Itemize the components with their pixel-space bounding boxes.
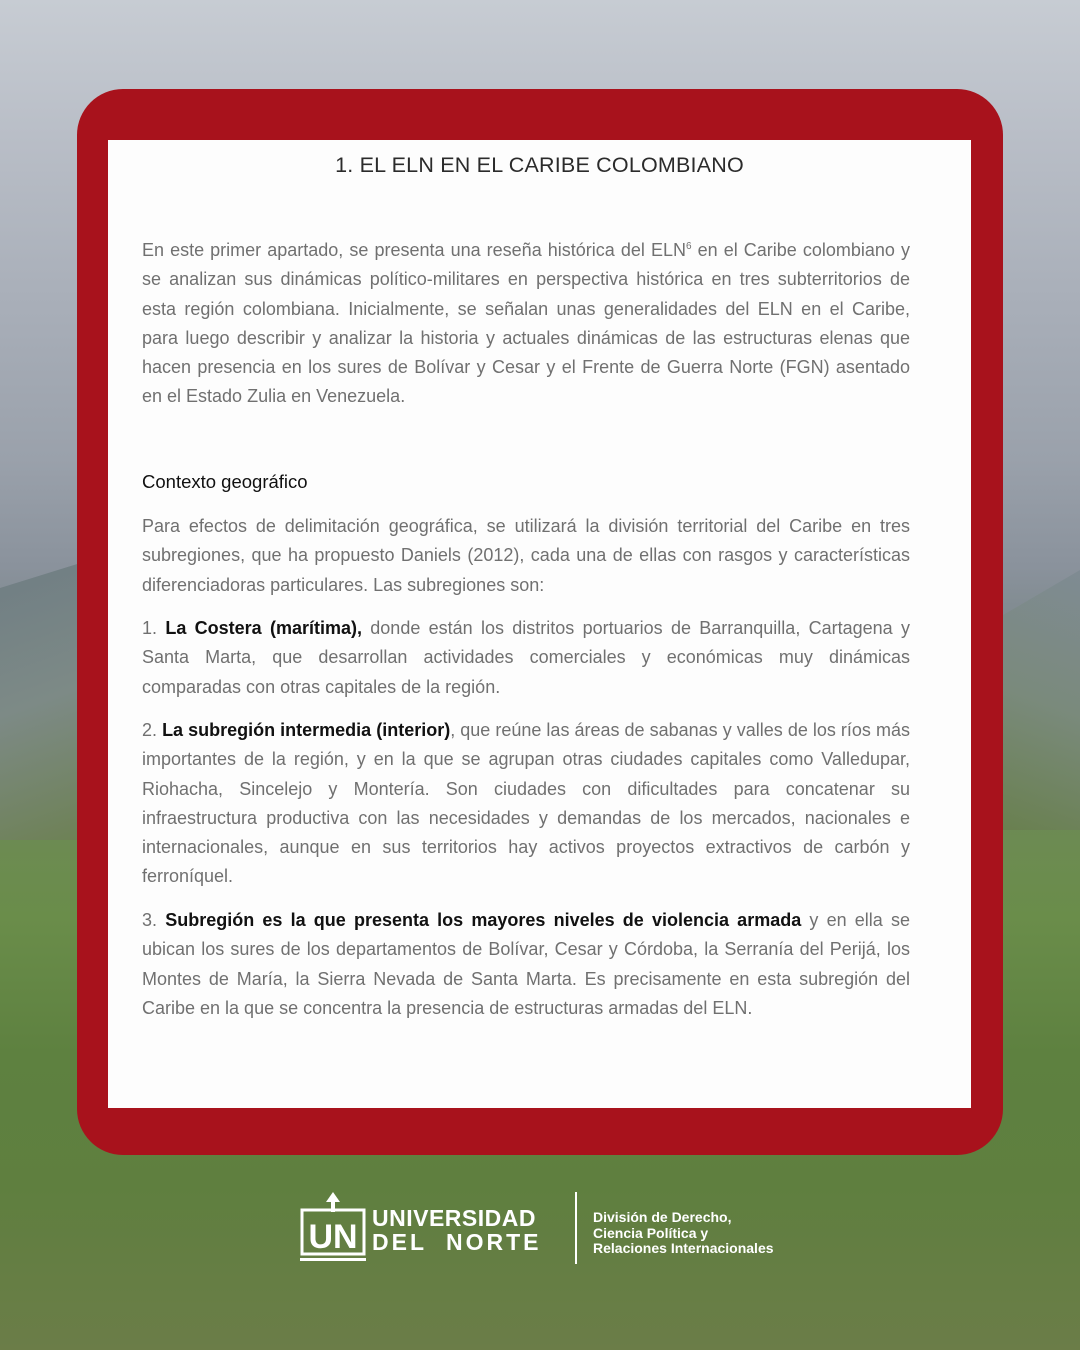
list-item-number: 3. [142, 910, 158, 930]
footer-branding [300, 1190, 800, 1264]
intro-paragraph [142, 236, 910, 412]
division-line3: Relaciones Internacionales [593, 1240, 774, 1256]
university-name-line1: UNIVERSIDAD [372, 1205, 536, 1231]
logo-monogram: UN [308, 1218, 358, 1256]
list-item-intermedia [142, 716, 910, 892]
list-item-text: y en ella se ubican los sures de los departamentos de Bolívar, Cesar y Córdoba, la Serranía del Perijá, los Montes de María, la Sierra Nevada de Santa Marta. Es precisamente en esta subregión del Caribe en la que se concentra la presencia de estructuras armadas del ELN. [142, 910, 910, 1018]
intro-text-start: En este primer apartado, se presenta una reseña histórica del ELN [142, 240, 686, 260]
university-name [372, 1206, 541, 1254]
division-line2: Ciencia Política y [593, 1224, 709, 1241]
list-item-text: , que reúne las áreas de sabanas y valles de los ríos más importantes de la región, y en la que se agrupan otras ciudades capitales como Valledupar, Riohacha, Sincelejo y Montería. Son ciudades con dificultades para concatenar su infraestructura productiva con las necesidades y demandas de los mercados, nacionales e internacionales, aunque en sus territorios hay activos proyectos extractivos de carbón y ferroníquel. [142, 720, 910, 887]
document-title: 1. EL ELN EN EL CARIBE COLOMBIANO [335, 153, 744, 177]
list-item-title: La subregión intermedia (interior) [162, 720, 451, 740]
document-page [108, 140, 971, 1108]
footer-divider [575, 1192, 577, 1264]
section-heading: Contexto geográfico [142, 471, 308, 492]
list-item-number: 1. [142, 618, 158, 638]
university-logo-icon [300, 1190, 366, 1264]
list-item-number: 2. [142, 720, 158, 740]
red-frame-card [77, 89, 1003, 1155]
division-name [593, 1210, 774, 1257]
footnote-reference: 6 [685, 241, 692, 252]
division-line1: División de Derecho, [593, 1209, 732, 1225]
list-item-title: La Costera (marítima), [165, 618, 362, 638]
list-item-text: donde están los distritos portuarios de Barranquilla, Cartagena y Santa Marta, que desarrollan actividades comerciales y económicas muy dinámicas comparadas con otras capitales de la región. [142, 618, 910, 697]
list-item-costera [142, 614, 910, 702]
context-paragraph: Para efectos de delimitación geográfica, se utilizará la división territorial del Caribe en tres subregiones, que ha propuesto Daniels (2012), cada una de ellas con rasgos y características diferenciadoras particulares. Las subregiones son: [142, 516, 910, 595]
list-item-title: Subregión es la que presenta los mayores niveles de violencia armada [165, 910, 802, 930]
list-item-violencia [142, 906, 910, 1023]
intro-text-end: en el Caribe colombiano y se analizan sus dinámicas político-militares en perspectiva histórica en tres subterritorios de esta región colombiana. Inicialmente, se señalan unas generalidades del ELN en el Caribe, para luego describir y analizar la historia y actuales dinámicas de las estructuras elenas que hacen presencia en los sures de Bolívar y Cesar y el Frente de Guerra Norte (FGN) asentado en el Estado Zulia en Venezuela. [142, 240, 910, 407]
university-name-line2: DEL NORTE [372, 1229, 542, 1255]
background-mountain-right [1000, 570, 1080, 830]
